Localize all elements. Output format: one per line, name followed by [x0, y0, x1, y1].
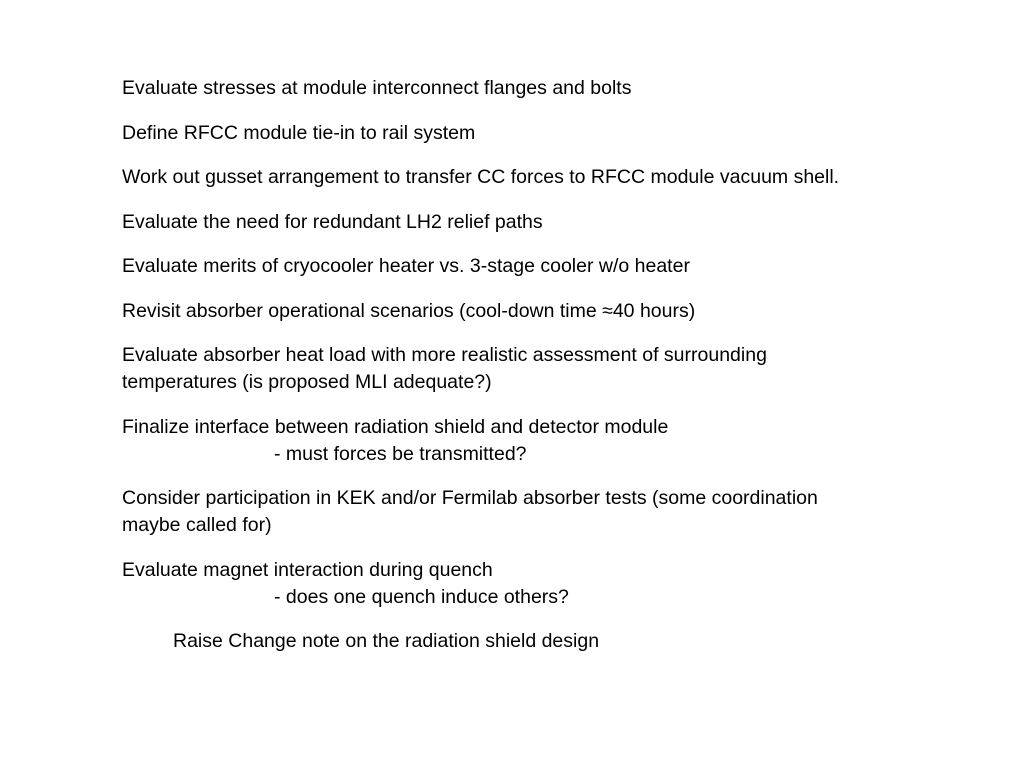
action-item-absorber-tests — [122, 485, 982, 539]
action-item-cryocooler-merits — [122, 253, 982, 280]
action-item-text: Evaluate magnet interaction during quench — [122, 558, 493, 581]
action-item-text: Evaluate stresses at module interconnect flanges and bolts — [122, 77, 632, 99]
action-item-lh2-relief-paths — [122, 209, 982, 236]
action-item-subnote: - does one quench induce others? — [274, 585, 569, 608]
action-item-subnote: - must forces be transmitted? — [274, 442, 527, 465]
action-item-text: Work out gusset arrangement to transfer CC forces to RFCC module vacuum shell. — [122, 166, 840, 188]
action-item-change-note — [122, 628, 982, 655]
action-item-interconnect-stresses — [122, 75, 982, 102]
action-item-magnet-quench — [122, 557, 982, 611]
action-item-gusset-arrangement — [122, 164, 982, 191]
action-item-text: Raise Change note on the radiation shield design — [173, 630, 600, 652]
action-item-text: Define RFCC module tie-in to rail system — [122, 121, 476, 144]
action-item-heat-load — [122, 342, 982, 396]
action-item-list — [122, 75, 982, 673]
action-item-text-line-1: Evaluate absorber heat load with more realistic assessment of surrounding — [122, 344, 767, 366]
action-item-text: Finalize interface between radiation shield and detector module — [122, 415, 669, 438]
action-item-shield-interface — [122, 414, 982, 468]
action-item-text: Evaluate merits of cryocooler heater vs. 3-stage cooler w/o heater — [122, 255, 690, 277]
action-item-rail-tie-in — [122, 120, 982, 147]
action-item-text-line-1: Consider participation in KEK and/or Fermilab absorber tests (some coordination — [122, 487, 818, 509]
action-item-text-line-2: maybe called for) — [122, 514, 272, 536]
action-item-text: Revisit absorber operational scenarios (cool-down time ≈40 hours) — [122, 299, 696, 322]
action-item-operational-scenarios — [122, 298, 982, 325]
action-item-text: Evaluate the need for redundant LH2 relief paths — [122, 210, 543, 233]
action-item-text-line-2: temperatures (is proposed MLI adequate?) — [122, 371, 492, 393]
